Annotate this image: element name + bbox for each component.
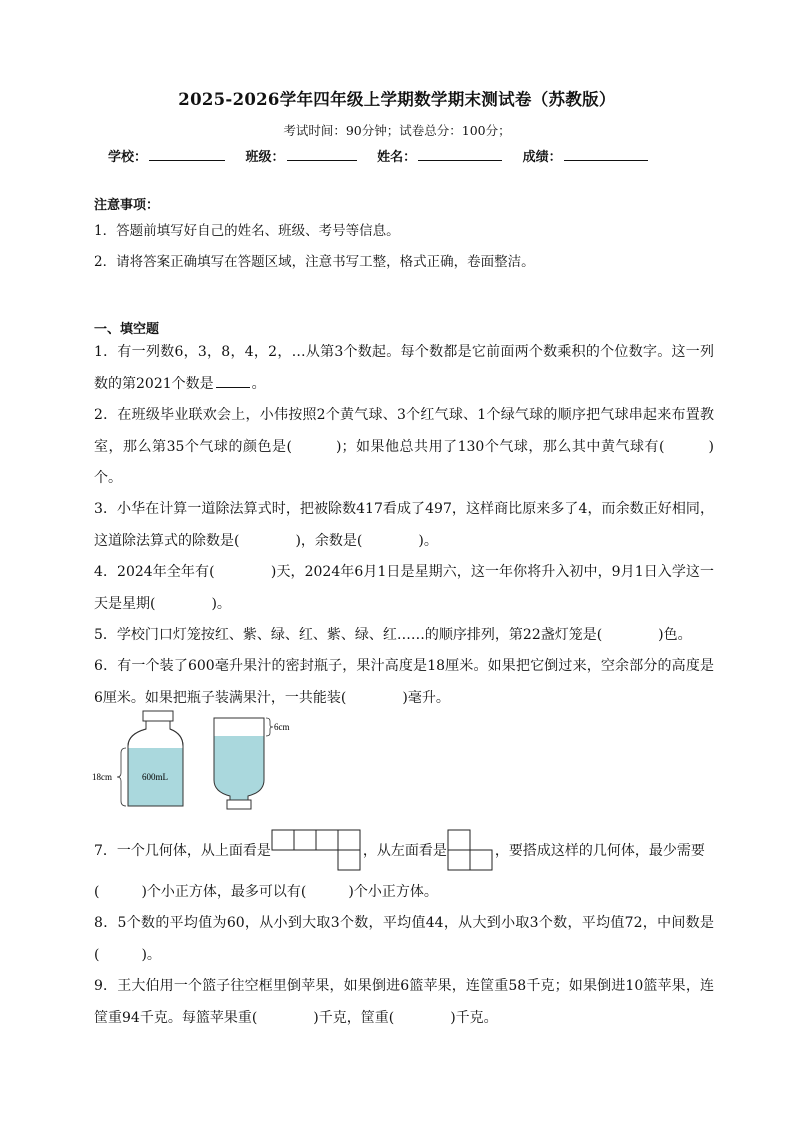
class-field[interactable] [246, 146, 357, 165]
section-title-fill-blank: 一、填空题 [94, 322, 160, 337]
question-2: 2．在班级毕业联欢会上，小伟按照2个黄气球、3个红气球、1个绿气球的顺序把气球串起来布置教室，那么第35个气球的颜色是( )；如果他总共用了130个气球，那么其中黄气球有( )个。 [94, 407, 714, 486]
question-5: 5．学校门口灯笼按红、紫、绿、红、紫、绿、红……的顺序排列，第22盏灯笼是( )色。 [94, 627, 692, 643]
question-1-answer-blank[interactable] [216, 372, 250, 388]
question-1-text: 1．有一列数6，3，8，4，2，…从第3个数起。每个数都是它前面两个数乘积的个位数字。这一列数的第2021个数是 [94, 344, 714, 392]
class-label: 班级： [245, 150, 285, 165]
empty-height-label: 6cm [274, 722, 290, 732]
volume-label: 600mL [142, 772, 168, 782]
inverted-bottle [214, 718, 290, 809]
inverted-bottle-juice [214, 736, 264, 800]
question-9: 9．王大伯用一个篮子往空框里倒苹果，如果倒进6篮苹果，连筐重58千克；如果倒进10篮苹果，连筐重94千克。每篮苹果重( )千克，筐重( )千克。 [94, 978, 714, 1026]
name-label: 姓名： [377, 150, 417, 165]
question-7-continued: ( )个小正方体，最多可以有( )个小正方体。 [94, 884, 438, 900]
score-field[interactable] [523, 146, 648, 165]
height-label: 18cm [92, 772, 112, 782]
question-7 [94, 829, 714, 873]
question-7-text-c: ，要搭成这样的几何体，最少需要 [494, 843, 705, 859]
score-blank[interactable] [564, 146, 648, 161]
question-4: 4．2024年全年有( )天，2024年6月1日是星期六，这一年你将升入初中，9月1日入学这一天是星期( )。 [94, 564, 714, 612]
school-label: 学校： [108, 150, 148, 165]
exam-meta: 考试时间：90分钟；试卷总分：100分； [283, 123, 511, 138]
question-1 [94, 337, 714, 400]
question-7-text-a: 7．一个几何体，从上面看是 [94, 843, 271, 859]
name-blank[interactable] [418, 146, 502, 161]
notes-title: 注意事项： [94, 198, 160, 213]
question-7-text-b: ，从左面看是 [362, 843, 447, 859]
question-1-end: 。 [251, 375, 266, 392]
class-blank[interactable] [287, 146, 357, 161]
question-6: 6．有一个装了600毫升果汁的密封瓶子，果汁高度是18厘米。如果把它倒过来，空余部分的高度是6厘米。如果把瓶子装满果汁，一共能装( )毫升。 [94, 658, 714, 706]
bottles-svg [90, 708, 310, 818]
question-3: 3．小华在计算一道除法算式时，把被除数417看成了497，这样商比原来多了4，而余数正好相同，这道除法算式的除数是( )，余数是( )。 [94, 501, 714, 549]
score-label: 成绩： [522, 150, 562, 165]
note-item-2: 2．请将答案正确填写在答题区域，注意书写工整，格式正确，卷面整洁。 [94, 254, 535, 270]
upright-bottle [92, 711, 183, 806]
school-field[interactable] [108, 146, 225, 165]
question-8: 8．5个数的平均值为60，从小到大取3个数，平均值44，从大到小取3个数，平均值72，中间数是( )。 [94, 915, 714, 963]
note-item-1: 1．答题前填写好自己的姓名、班级、考号等信息。 [94, 223, 400, 239]
top-view-diagram [271, 829, 363, 873]
left-view-diagram [447, 829, 495, 873]
student-info-row [108, 146, 708, 165]
name-field[interactable] [377, 146, 502, 165]
exam-title: 2025-2026学年四年级上学期数学期末测试卷（苏教版） [178, 90, 616, 109]
bottles-figure [90, 708, 310, 822]
school-blank[interactable] [149, 146, 225, 161]
